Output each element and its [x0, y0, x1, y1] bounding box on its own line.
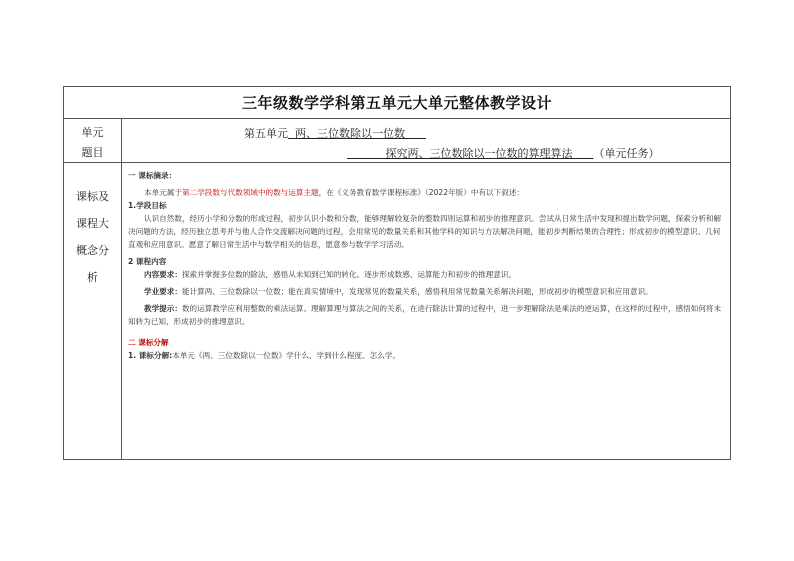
unit-label-line1: 单元: [81, 126, 104, 139]
unit-label: [64, 123, 121, 163]
body-row: [64, 163, 730, 459]
page-title: 三年级数学学科第五单元大单元整体教学设计: [241, 94, 552, 112]
analysis-content: [128, 169, 726, 362]
unit-name: 两、三位数除以一位数: [295, 127, 405, 140]
unit-task-suffix: （单元任务）: [593, 147, 660, 160]
unit-row: [64, 119, 730, 163]
side-label: 课标及 课程大 概念分 析: [76, 190, 109, 284]
goal-text: 认识自然数，经历小学和分数的形成过程，初步认识小数和分数，能够理解较复杂的整数四则运算和初步的推理意识。尝试从日常生活中发现和提出数学问题，探索分析和解决问题的方法，经历独立思考并与他人合作交流解决问题的过程，会用常见的数量关系和其他学科的知识与方法解决问题，能初步判断结果的合理性；形成初步的模型意识、几何直观和应用意识。愿意了解日常生活中与数学相关的信息，愿意参与数学学习活动。: [128, 214, 722, 249]
content-heading: 2 课程内容: [128, 257, 167, 266]
lesson-design-table: [63, 86, 731, 460]
title-row: [64, 87, 730, 119]
unit-task: 探究两、三位数除以一位数的算理算法: [385, 147, 573, 160]
section2-heading: 二 课标分解: [128, 338, 169, 347]
unit-task-line: [347, 145, 659, 161]
unit-label-line2: 题目: [81, 146, 104, 159]
teaching-tip: 教学提示：数的运算教学应利用整数的乘法运算。理解算理与算法之间的关系，在进行除法计算的过程中，进一步理解除法是乘法的逆运算，在这样的过程中，感悟如何将未知转为已知，形成初步的推理意识。: [128, 304, 722, 326]
section1-heading: 一 课标摘录：: [128, 171, 177, 180]
decomposition-line: 1. 课标分解:本单元《两、三位数除以一位数》学什么、学到什么程度、怎么学。: [128, 351, 401, 360]
intro-highlight: 第二学段数与代数领域中的数与运算主题: [181, 188, 319, 197]
content-requirement: 内容要求：探索并掌握多位数的除法，感悟从未知到已知的转化。逐步形成数感、运算能力和初步的推理意识。: [144, 270, 517, 279]
study-requirement: 学业要求：能计算两、三位数除以一位数；能在真实情境中，发现常见的数量关系，感悟利用常见数量关系解决问题，形成初步的模型意识和应用意识。: [144, 287, 653, 296]
unit-prefix: 第五单元: [244, 127, 288, 140]
goal-heading: 1.学段目标: [128, 201, 167, 210]
intro-paragraph: 本单元属于第二学段数与代数领域中的数与运算主题，在《义务教育数学课程标准》（2022年版）中有以下叙述：: [144, 188, 525, 197]
unit-title-line: [244, 125, 426, 141]
